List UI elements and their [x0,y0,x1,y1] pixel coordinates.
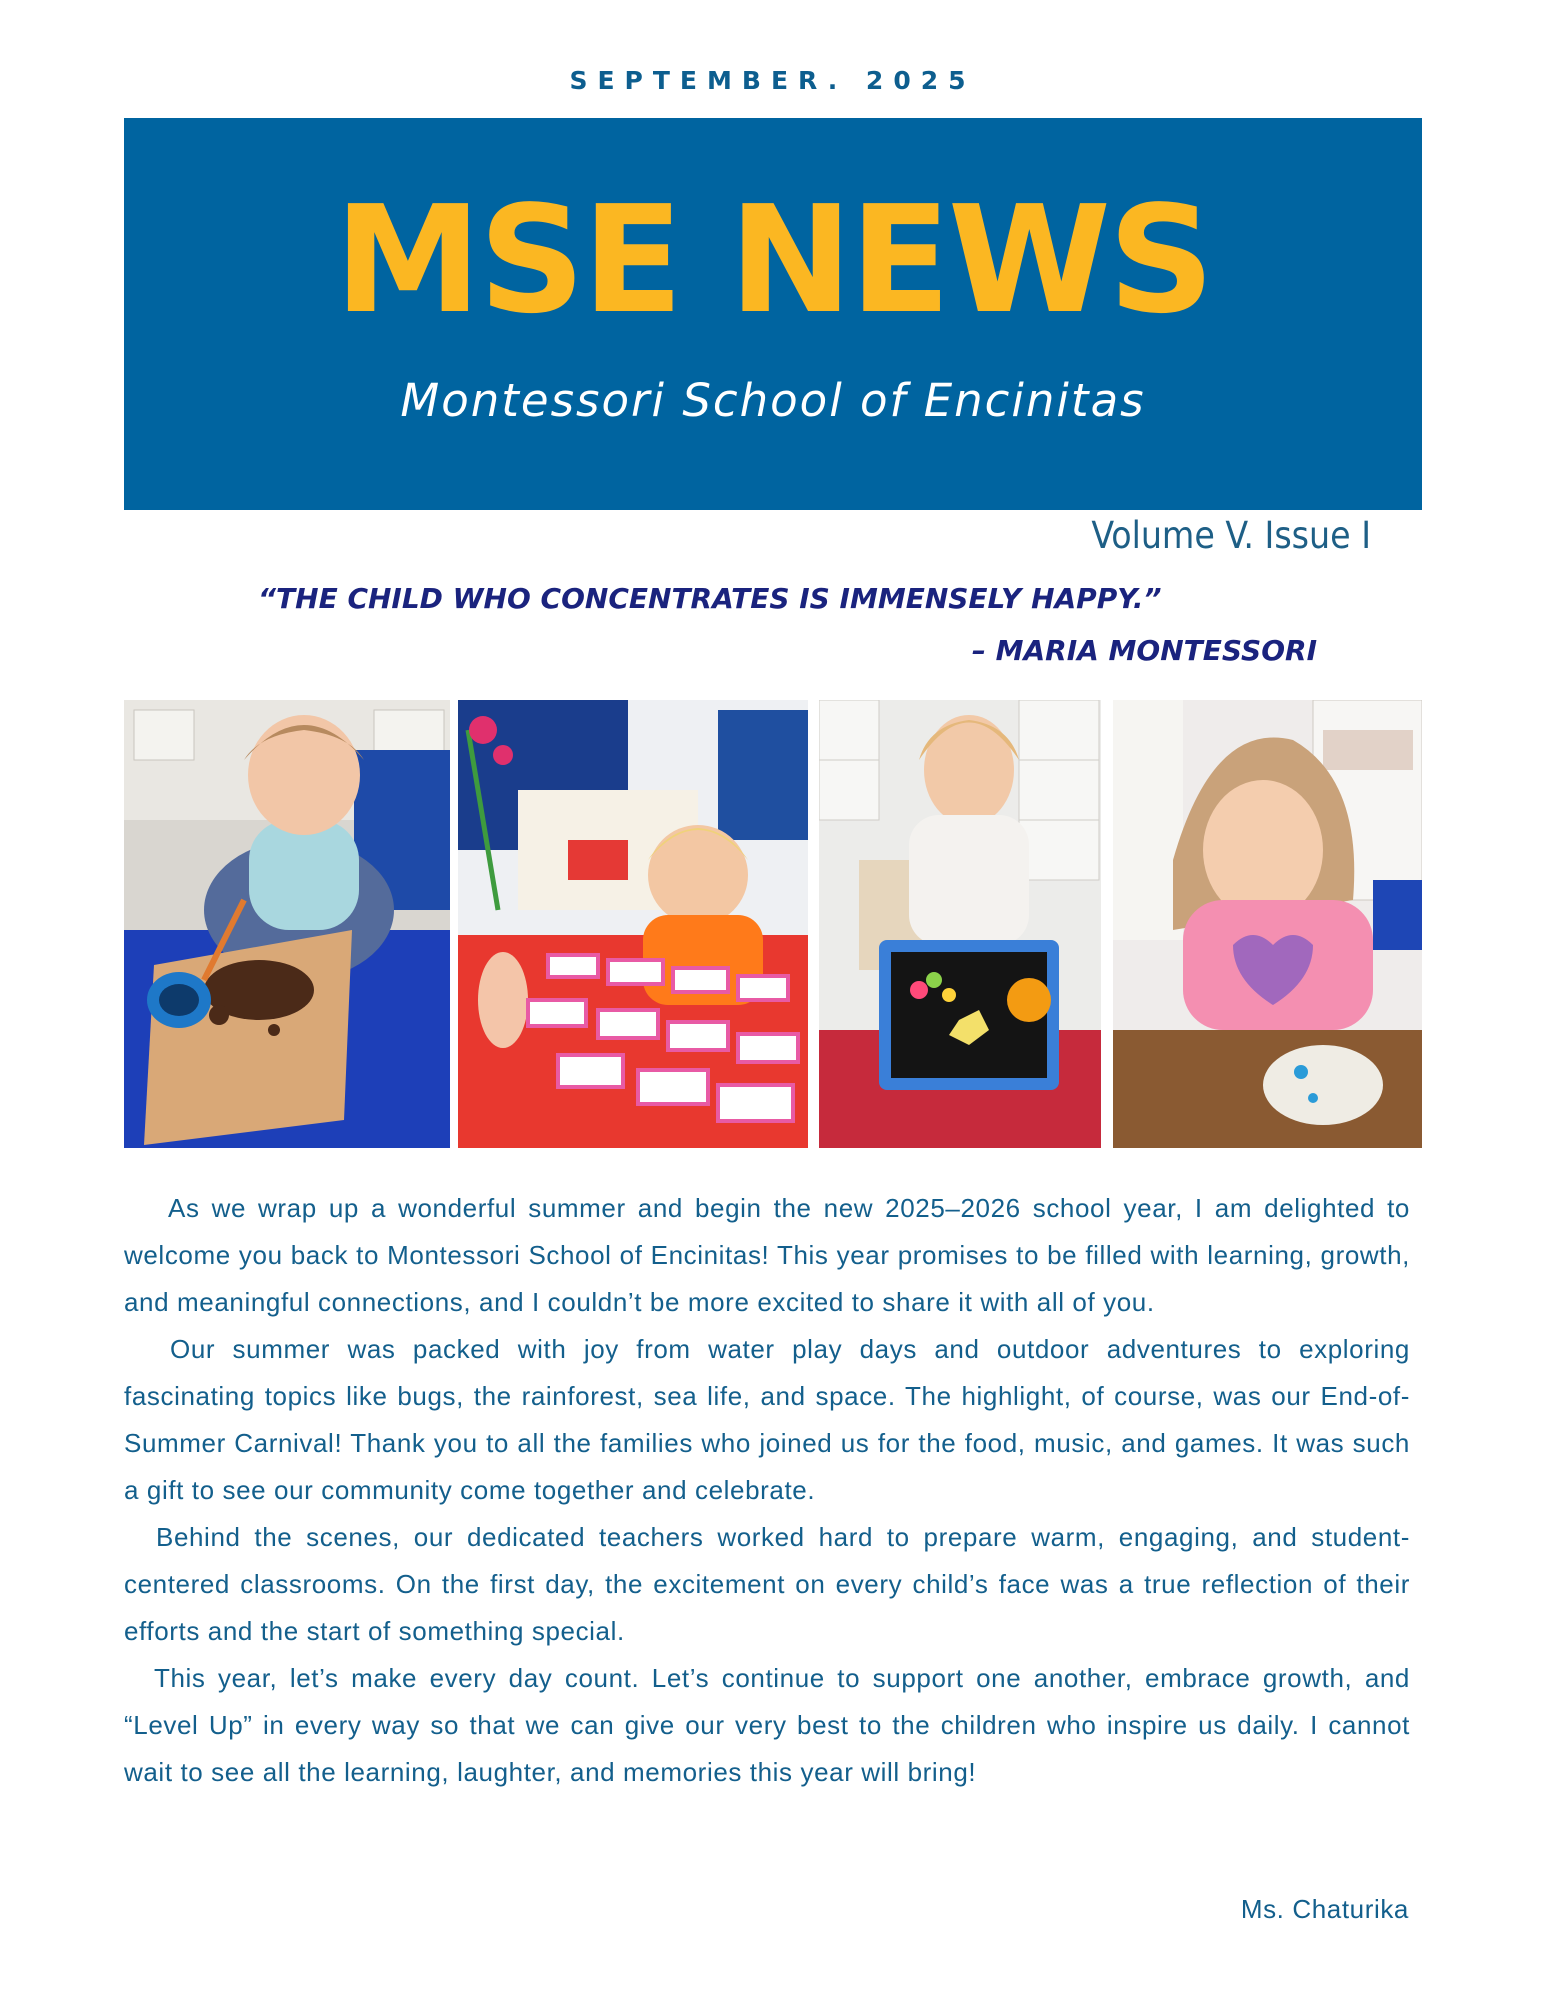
issue-date: SEPTEMBER. 2025 [569,66,976,95]
quote-text: “THE CHILD WHO CONCENTRATES IS IMMENSELY HAPPY.” [258,582,1162,615]
photo-boy-word-cards [458,700,808,1148]
letter-paragraph-2: Our summer was packed with joy from water play days and outdoor adventures to exploring fascinating topics like bugs, the rainforest, sea life, and space. The highlight, of course, was our End-of-Summer Carnival! Thank you to all the families who joined us for the food, music, and games. It was such a gift to see our community come together and celebrate. [124,1334,1410,1505]
welcome-letter [124,1185,1410,1796]
masthead-banner [124,118,1422,510]
photo-toddler-painting [124,700,450,1148]
letter-paragraph-1: As we wrap up a wonderful summer and begin the new 2025–2026 school year, I am delighted to welcome you back to Montessori School of Encinitas! This year promises to be filled with learning, growth, and meaningful connections, and I couldn’t be more excited to share it with all of you. [124,1193,1410,1317]
volume-issue: Volume V. Issue I [1091,514,1371,557]
quote-author: – MARIA MONTESSORI [971,634,1317,667]
photo-toddler-sensory-bin [819,700,1101,1148]
newsletter-title: MSE NEWS [334,174,1212,346]
school-name: Montessori School of Encinitas [400,374,1146,427]
letter-paragraph-4: This year, let’s make every day count. Let’s continue to support one another, embrace growth, and “Level Up” in every way so that we can give our very best to the children who inspire us daily. I cannot wait to see all the learning, laughter, and memories this year will bring! [124,1663,1410,1787]
signature: Ms. Chaturika [1240,1894,1409,1924]
photo-girl-clay-impressions [1113,700,1422,1148]
letter-paragraph-3: Behind the scenes, our dedicated teachers worked hard to prepare warm, engaging, and student-centered classrooms. On the first day, the excitement on every child’s face was a true reflection of their efforts and the start of something special. [124,1522,1410,1646]
